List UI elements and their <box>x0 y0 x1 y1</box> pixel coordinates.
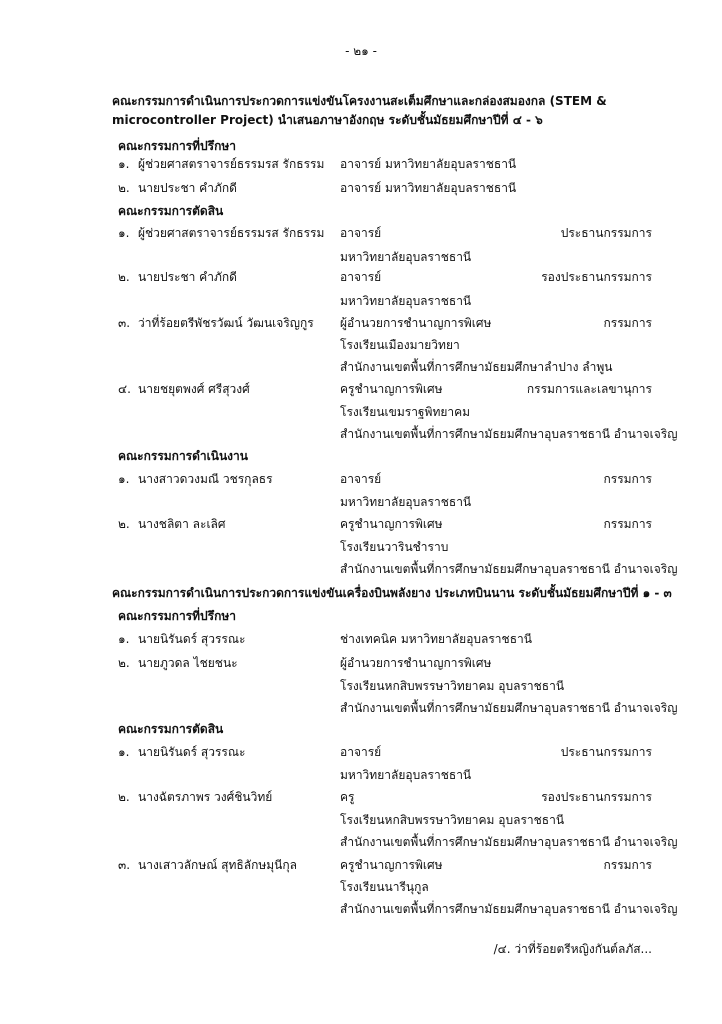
member-title: ครู <box>340 790 355 804</box>
s1-advisors-heading: คณะกรรมการที่ปรึกษา <box>118 139 237 153</box>
s2-judge-row <box>0 743 722 767</box>
s1-operation-row <box>0 515 722 539</box>
affiliation-line: สำนักงานเขตพื้นที่การศึกษามัธยมศึกษาอุบลราชธานี อำนาจเจริญ <box>340 562 678 576</box>
member-name: นายนิรันดร์ สุวรรณะ <box>138 745 246 759</box>
s1-judges-heading: คณะกรรมการตัดสิน <box>118 204 224 218</box>
s1-judge-row <box>0 224 722 248</box>
s2-judge-row <box>0 856 722 880</box>
member-title: ผู้อำนวยการชำนาญการพิเศษ <box>340 656 492 670</box>
affiliation-line: สำนักงานเขตพื้นที่การศึกษามัธยมศึกษาอุบลราชธานี อำนาจเจริญ <box>340 701 678 715</box>
affiliation-line: โรงเรียนนารีนุกูล <box>340 880 429 894</box>
item-number: ๒. <box>118 181 130 195</box>
affiliation-line: มหาวิทยาลัยอุบลราชธานี <box>340 768 472 782</box>
member-name: นายภูวดล ไชยชนะ <box>138 656 238 670</box>
affiliation-line: มหาวิทยาลัยอุบลราชธานี <box>340 250 472 264</box>
item-number: ๑. <box>118 632 130 646</box>
member-role: กรรมการ <box>603 472 652 486</box>
item-number: ๒. <box>118 790 130 804</box>
affiliation-line: โรงเรียนเมืองมายวิทยา <box>340 338 460 352</box>
s2-advisor-row <box>0 630 722 654</box>
item-number: ๑. <box>118 745 130 759</box>
s1-advisor-row <box>0 179 722 203</box>
item-number: ๒. <box>118 656 130 670</box>
item-number: ๓. <box>118 858 131 872</box>
member-title: อาจารย์ <box>340 472 382 486</box>
item-number: ๒. <box>118 270 130 284</box>
affiliation-line: สำนักงานเขตพื้นที่การศึกษามัธยมศึกษาลำปาง ลำพูน <box>340 360 613 374</box>
section-2-title: คณะกรรมการดำเนินการประกวดการแข่งขันเครื่องบินพลังยาง ประเภทบินนาน ระดับชั้นมัธยมศึกษาปีที่ ๑ - ๓ <box>112 586 672 600</box>
member-role: ประธานกรรมการ <box>560 745 652 759</box>
member-title: ผู้อำนวยการชำนาญการพิเศษ <box>340 316 492 330</box>
member-role: กรรมการและเลขานุการ <box>526 382 652 396</box>
member-title: ครูชำนาญการพิเศษ <box>340 858 443 872</box>
item-number: ๒. <box>118 517 130 531</box>
affiliation-line: สำนักงานเขตพื้นที่การศึกษามัธยมศึกษาอุบลราชธานี อำนาจเจริญ <box>340 835 678 849</box>
member-role: กรรมการ <box>603 517 652 531</box>
s1-judge-row <box>0 268 722 292</box>
member-title: อาจารย์ มหาวิทยาลัยอุบลราชธานี <box>340 181 517 195</box>
member-name: นางเสาวลักษณ์ สุทธิลักษมุนีกุล <box>138 858 297 872</box>
affiliation-line: โรงเรียนวารินชำราบ <box>340 540 449 554</box>
member-title: อาจารย์ <box>340 226 382 240</box>
member-name: นางสาวดวงมณี วชรกุลธร <box>138 472 273 486</box>
s1-judge-row <box>0 380 722 404</box>
member-name: นายประชา คำภักดี <box>138 181 237 195</box>
affiliation-line: โรงเรียนเขมราฐพิทยาคม <box>340 405 471 419</box>
member-name: นางฉัตรภาพร วงศ์ชินวิทย์ <box>138 790 273 804</box>
s2-advisors-heading: คณะกรรมการที่ปรึกษา <box>118 609 237 623</box>
affiliation-line: สำนักงานเขตพื้นที่การศึกษามัธยมศึกษาอุบลราชธานี อำนาจเจริญ <box>340 902 678 916</box>
member-name: ผู้ช่วยศาสตราจารย์ธรรมรส รักธรรม <box>138 157 325 171</box>
member-role: รองประธานกรรมการ <box>541 790 652 804</box>
s1-judge-row <box>0 314 722 338</box>
s1-operation-row <box>0 470 722 494</box>
item-number: ๑. <box>118 226 130 240</box>
member-name: นายนิรันดร์ สุวรรณะ <box>138 632 246 646</box>
s2-judge-row <box>0 788 722 812</box>
member-title: อาจารย์ มหาวิทยาลัยอุบลราชธานี <box>340 157 517 171</box>
affiliation-line: มหาวิทยาลัยอุบลราชธานี <box>340 495 472 509</box>
member-name: นายชยุตพงศ์ ศรีสุวงศ์ <box>138 382 250 396</box>
affiliation-line: สำนักงานเขตพื้นที่การศึกษามัธยมศึกษาอุบลราชธานี อำนาจเจริญ <box>340 427 678 441</box>
item-number: ๑. <box>118 157 130 171</box>
item-number: ๑. <box>118 472 130 486</box>
item-number: ๓. <box>118 316 131 330</box>
member-title: อาจารย์ <box>340 270 382 284</box>
member-role: กรรมการ <box>603 316 652 330</box>
member-name: นายประชา คำภักดี <box>138 270 237 284</box>
s2-advisor-row <box>0 654 722 678</box>
s1-advisor-row <box>0 155 722 179</box>
member-role: รองประธานกรรมการ <box>541 270 652 284</box>
member-name: นางชลิตา ละเลิศ <box>138 517 226 531</box>
member-role: ประธานกรรมการ <box>560 226 652 240</box>
member-title: ครูชำนาญการพิเศษ <box>340 382 443 396</box>
affiliation-line: โรงเรียนหกสิบพรรษาวิทยาคม อุบลราชธานี <box>340 813 565 827</box>
member-title: อาจารย์ <box>340 745 382 759</box>
continuation-footer: /๔. ว่าที่ร้อยตรีหญิงกันต์ลภัส... <box>493 942 652 956</box>
s1-operations-heading: คณะกรรมการดำเนินงาน <box>118 449 248 463</box>
member-title: ช่างเทคนิค มหาวิทยาลัยอุบลราชธานี <box>340 632 532 646</box>
member-title: ครูชำนาญการพิเศษ <box>340 517 443 531</box>
s2-judges-heading: คณะกรรมการตัดสิน <box>118 722 224 736</box>
affiliation-line: มหาวิทยาลัยอุบลราชธานี <box>340 294 472 308</box>
item-number: ๔. <box>118 382 131 396</box>
section-1-title: คณะกรรมการดำเนินการประกวดการแข่งขันโครงงานสะเต็มศึกษาและกล่องสมองกล (STEM & microcontroller Project) นำเสนอภาษาอังกฤษ ระดับชั้นมัธยมศึกษาปีที่ ๔ - ๖ <box>112 94 607 127</box>
member-role: กรรมการ <box>603 858 652 872</box>
member-name: ว่าที่ร้อยตรีพัชรวัฒน์ วัฒนเจริญกูร <box>138 316 314 330</box>
page-number: - ๒๑ - <box>345 44 377 58</box>
affiliation-line: โรงเรียนหกสิบพรรษาวิทยาคม อุบลราชธานี <box>340 679 565 693</box>
member-name: ผู้ช่วยศาสตราจารย์ธรรมรส รักธรรม <box>138 226 325 240</box>
